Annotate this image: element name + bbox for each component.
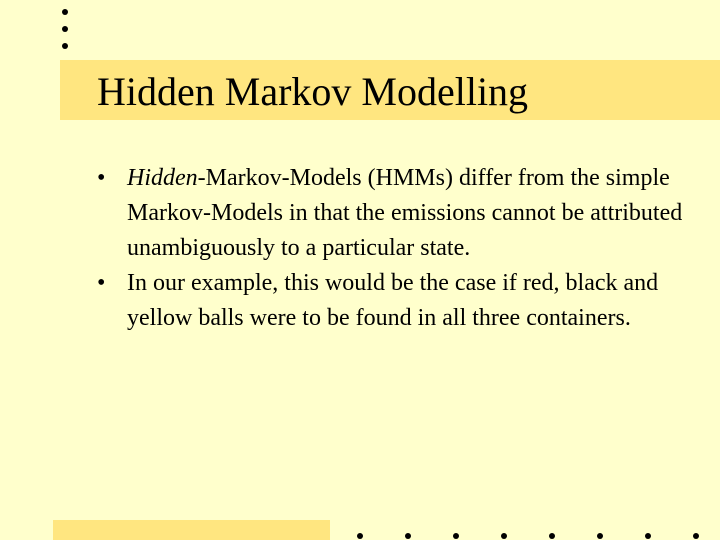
bullet-text: -Markov-Models (HMMs) differ from the simple Markov-Models in that the emissions cannot be attributed unambiguously to a particular state. bbox=[127, 165, 683, 261]
bullet-text: In our example, this would be the case if red, black and yellow balls were to be found in all three containers. bbox=[127, 270, 659, 331]
bullet-list bbox=[97, 161, 712, 336]
decorative-dot-bottom-1 bbox=[357, 533, 363, 539]
bottom-accent-bar bbox=[53, 520, 330, 540]
bullet-marker: • bbox=[97, 165, 106, 191]
decorative-dot-bottom-7 bbox=[645, 533, 651, 539]
bullet-item-2 bbox=[97, 266, 712, 336]
decorative-dot-bottom-4 bbox=[501, 533, 507, 539]
decorative-dot-bottom-5 bbox=[549, 533, 555, 539]
decorative-dot-bottom-8 bbox=[693, 533, 699, 539]
bullet-emphasis: Hidden bbox=[127, 165, 198, 191]
decorative-dot-top-2 bbox=[62, 26, 68, 32]
bullet-marker: • bbox=[97, 270, 106, 296]
decorative-dot-top-3 bbox=[62, 43, 68, 49]
bullet-item-1 bbox=[97, 161, 712, 266]
decorative-dot-bottom-3 bbox=[453, 533, 459, 539]
slide-title: Hidden Markov Modelling bbox=[97, 69, 529, 114]
decorative-dot-bottom-2 bbox=[405, 533, 411, 539]
decorative-dot-bottom-6 bbox=[597, 533, 603, 539]
decorative-dot-top-1 bbox=[62, 9, 68, 15]
